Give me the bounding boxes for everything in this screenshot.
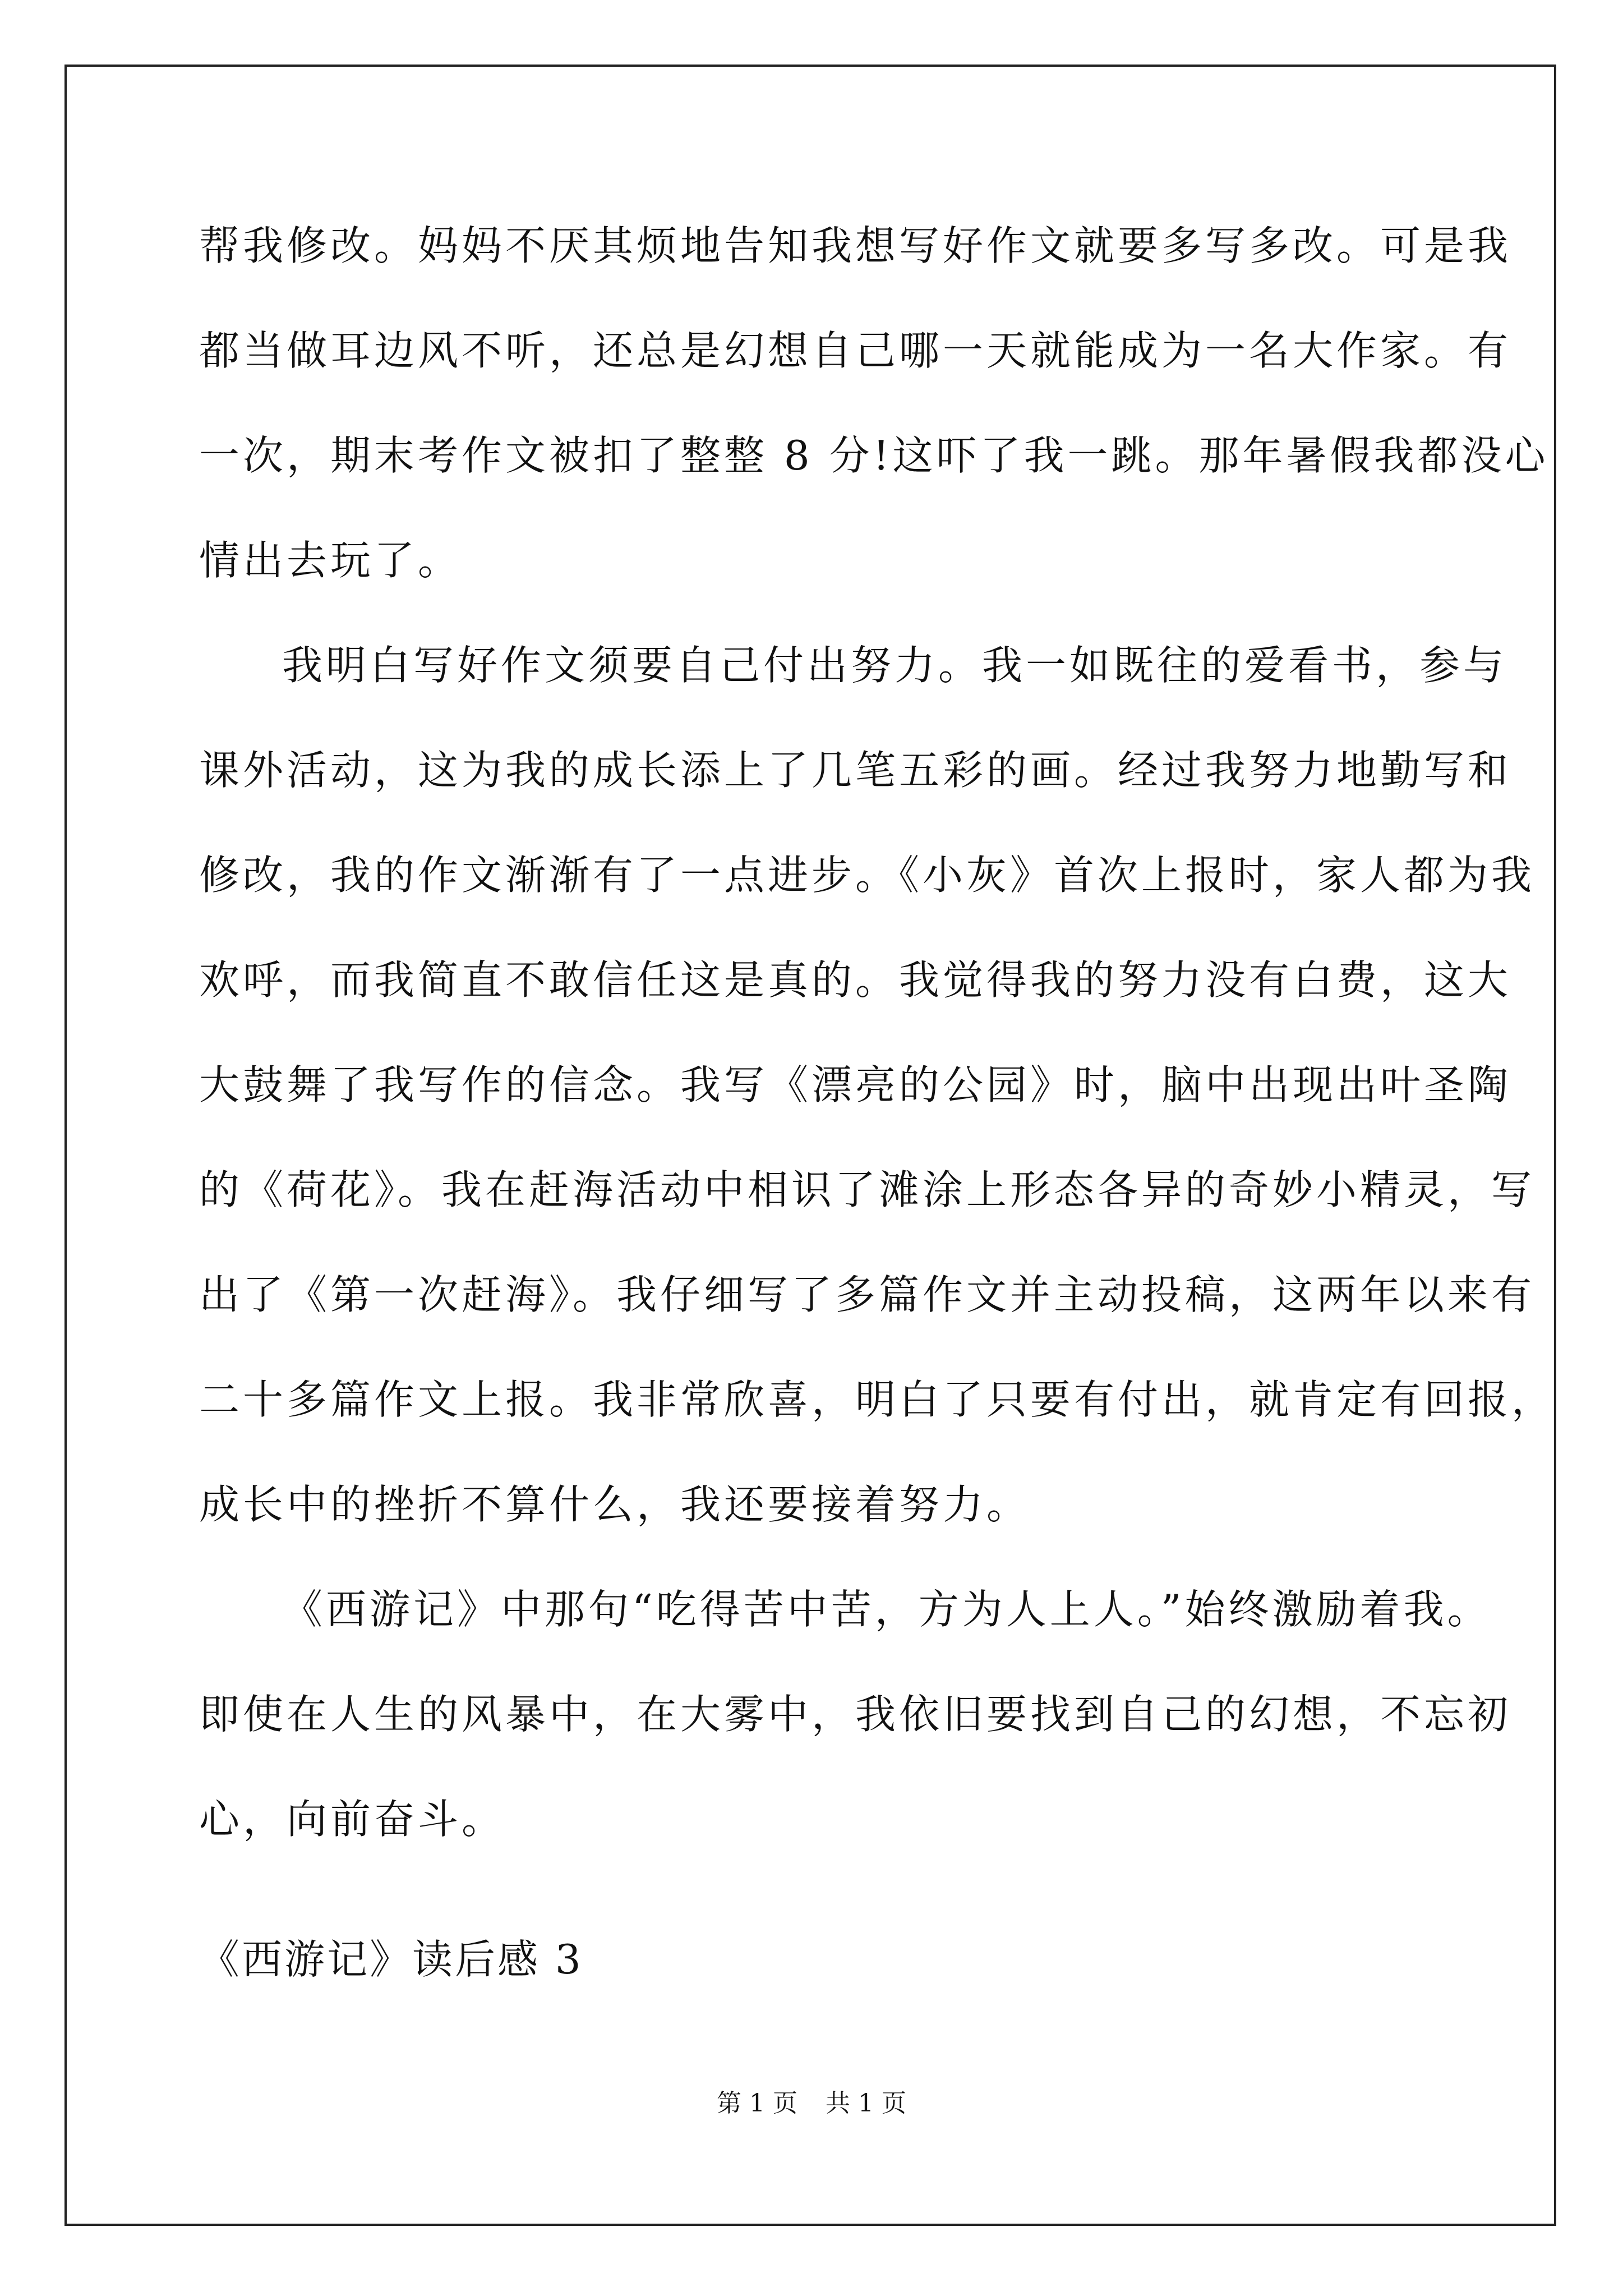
text-line: 出了《第一次赶海》。我仔细写了多篇作文并主动投稿，这两年以来有 bbox=[199, 1271, 1536, 1318]
text-line: 都当做耳边风不听，还总是幻想自己哪一天就能成为一名大作家。有 bbox=[199, 327, 1512, 374]
text-line: 大鼓舞了我写作的信念。我写《漂亮的公园》时，脑中出现出叶圣陶 bbox=[199, 1061, 1512, 1108]
page-number: 第 1 页 bbox=[717, 2089, 797, 2118]
text-line: 修改，我的作文渐渐有了一点进步。《小灰》首次上报时，家人都为我 bbox=[199, 852, 1536, 899]
text-line: 情出去玩了。 bbox=[199, 537, 462, 584]
text-line: 二十多篇作文上报。我非常欣喜，明白了只要有付出，就肯定有回报， bbox=[199, 1376, 1556, 1423]
text-line: 即使在人生的风暴中，在大雾中，我依旧要找到自己的幻想，不忘初 bbox=[199, 1691, 1512, 1738]
paragraph-first-line: 《西游记》中那句“吃得苦中苦，方为人上人。”始终激励着我。 bbox=[282, 1586, 1491, 1633]
paragraph-first-line: 我明白写好作文须要自己付出努力。我一如既往的爱看书，参与 bbox=[282, 642, 1507, 689]
text-line: 一次，期末考作文被扣了整整 8 分!这吓了我一跳。那年暑假我都没心 bbox=[199, 432, 1549, 479]
text-line: 心，向前奋斗。 bbox=[199, 1796, 506, 1843]
document-body bbox=[199, 219, 1556, 1897]
text-line: 帮我修改。妈妈不厌其烦地告知我想写好作文就要多写多改。可是我 bbox=[199, 222, 1512, 269]
text-line: 课外活动，这为我的成长添上了几笔五彩的画。经过我努力地勤写和 bbox=[199, 747, 1512, 794]
page-total: 共 1 页 bbox=[826, 2089, 906, 2118]
section-title: 《西游记》读后感 3 bbox=[199, 1936, 583, 1983]
text-line: 欢呼，而我简直不敢信任这是真的。我觉得我的努力没有白费，这大 bbox=[199, 956, 1512, 1004]
page-footer bbox=[0, 2087, 1623, 2120]
text-line: 成长中的挫折不算什么，我还要接着努力。 bbox=[199, 1481, 1031, 1528]
text-line: 的《荷花》。我在赶海活动中相识了滩涂上形态各异的奇妙小精灵，写 bbox=[199, 1166, 1536, 1213]
